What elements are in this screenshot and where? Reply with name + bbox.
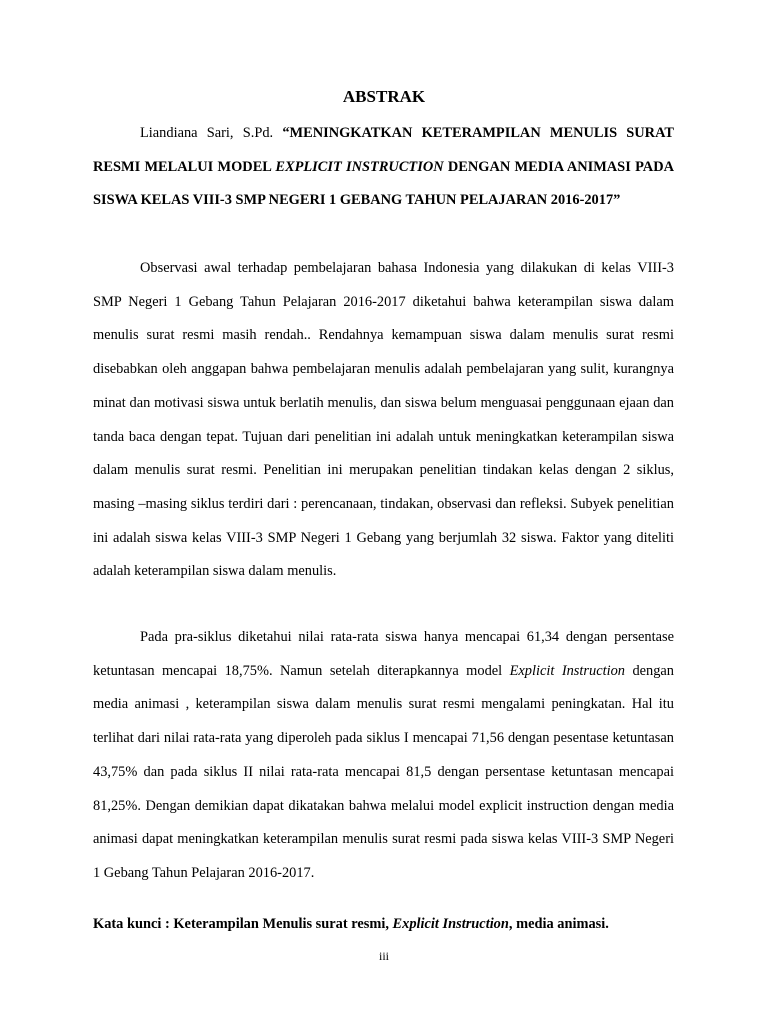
paragraph-text: Observasi awal terhadap pembelajaran bahasa Indonesia yang dilakukan di kelas VIII-3 SMP Negeri 1 Gebang Tahun Pelajaran 2016-2017 diketahui bahwa keterampilan siswa dalam menulis surat resmi masih rendah.. Rendahnya kemampuan siswa dalam menulis surat resmi disebabkan oleh anggapan bahwa pembelajaran menulis adalah pembelajaran yang sulit, kurangnya minat dan motivasi siswa untuk berlatih menulis, dan siswa belum menguasai penggunaan ejaan dan tanda baca dengan tepat. Tujuan dari penelitian ini adalah untuk meningkatkan keterampilan siswa dalam menulis surat resmi. Penelitian ini merupakan penelitian tindakan kelas dengan 2 siklus, masing –masing siklus terdiri dari : perencanaan, tindakan, observasi dan refleksi. Subyek penelitian ini adalah siswa kelas VIII-3 SMP Negeri 1 Gebang yang berjumlah 32 siswa. Faktor yang diteliti adalah keterampilan siswa dalam menulis. xyxy=(93,260,674,580)
keywords-line xyxy=(93,914,693,934)
paragraph2-part2: dengan media animasi , keterampilan siswa dalam menulis surat resmi mengalami peningkatan. Hal itu terlihat dari nilai rata-rata yang diperoleh pada siklus I mencapai 71,56 dengan pesentase ketuntasan 43,75% dan pada siklus II nilai rata-rata mencapai 81,5 dengan persentase ketuntasan mencapai 81,25%. Dengan demikian dapat dikatakan bahwa melalui model explicit instruction dengan media animasi dapat meningkatkan keterampilan menulis surat resmi pada siswa kelas VIII-3 SMP Negeri 1 Gebang Tahun Pelajaran 2016-2017. xyxy=(93,662,674,881)
page-title: ABSTRAK xyxy=(342,87,426,106)
thesis-title-italic: EXPLICIT INSTRUCTION xyxy=(275,158,444,175)
thesis-title-part1: “MENINGKATKAN KETERAMPILAN MENULIS SURAT RESMI MELALUI MODEL xyxy=(93,125,674,175)
paragraph2-italic: Explicit Instruction xyxy=(509,662,625,679)
keywords-italic: Explicit Instruction xyxy=(392,916,509,932)
author-name: Liandiana Sari, S.Pd. xyxy=(140,125,274,141)
author-block xyxy=(93,117,674,218)
abstract-paragraph-1 xyxy=(93,252,674,589)
keywords-end: , media animasi. xyxy=(508,916,609,932)
paragraph2-part1: Pada pra-siklus diketahui nilai rata-rata siswa hanya mencapai 61,34 dengan persentase ketuntasan mencapai 18,75%. Namun setelah diterapkannya model xyxy=(93,629,674,679)
abstract-paragraph-2 xyxy=(93,621,674,891)
paragraph-text xyxy=(93,621,674,891)
author-title-paragraph xyxy=(93,117,674,218)
page-number: iii xyxy=(378,949,389,963)
thesis-title-part2: DENGAN MEDIA ANIMASI PADA SISWA KELAS VIII-3 SMP NEGERI 1 GEBANG TAHUN PELAJARAN 2016-2017” xyxy=(93,158,674,209)
keywords-label: Kata kunci : Keterampilan Menulis surat resmi, xyxy=(93,916,393,932)
